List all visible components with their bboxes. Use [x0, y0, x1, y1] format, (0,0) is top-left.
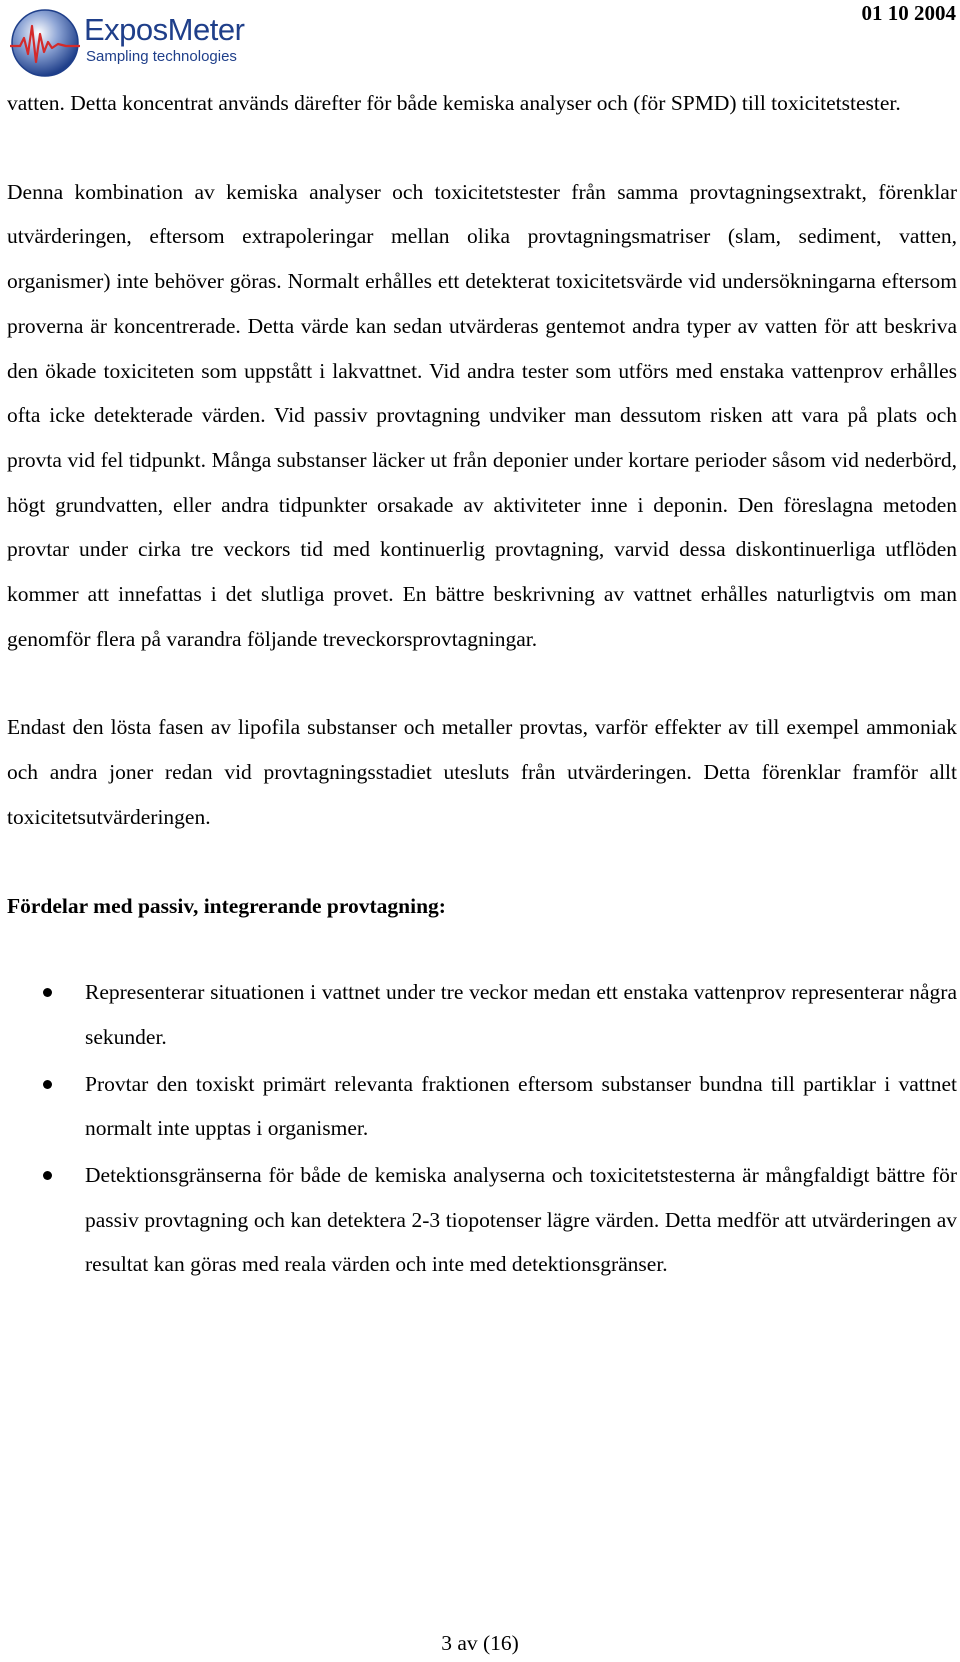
- exposmeter-logo: [8, 6, 258, 78]
- page-header: [0, 0, 960, 84]
- section-heading-advantages: Fördelar med passiv, integrerande provtagning:: [7, 893, 446, 918]
- bullet-icon: [43, 1080, 52, 1089]
- list-item-text: Detektionsgränserna för både de kemiska analyserna och toxicitetstesterna är mångfaldigt bättre för passiv provtagning och kan detektera 2-3 tiopotenser lägre värden. Detta medför att utvärderingen av resultat kan göras med reala värden och inte med detektionsgränser.: [85, 1163, 957, 1277]
- globe-waveform-icon: [8, 6, 82, 78]
- paragraph-continuation: vatten. Detta koncentrat används därefter för både kemiska analyser och (för SPMD) till toxicitetstester.: [7, 91, 901, 115]
- logo-name: ExposMeter: [84, 12, 245, 47]
- document-body: [7, 81, 957, 1289]
- paragraph-spacer: [7, 840, 957, 884]
- paragraph-combination: Denna kombination av kemiska analyser och toxicitetstester från samma provtagningsextrakt, förenklar utvärderingen, eftersom extrapoleringar mellan olika provtagningsmatriser (slam, sediment, vatten, organismer) inte behöver göras. Normalt erhålles ett detekterat toxicitetsvärde vid undersökningarna eftersom proverna är koncentrerade. Detta värde kan sedan utvärderas gentemot andra typer av vatten för att beskriva den ökade toxiciteten som uppstått i lakvattnet. Vid andra tester som utförs med enstaka vattenprov erhålles ofta icke detekterade värden. Vid passiv provtagning undviker man dessutom risken att vara på plats och provta vid fel tidpunkt. Många substanser läcker ut från deponier under kortare perioder såsom vid nederbörd, högt grundvatten, eller andra tidpunkter orsakade av aktiviteter inne i deponin. Den föreslagna metoden provtar under cirka tre veckors tid med kontinuerlig provtagning, varvid dessa diskontinuerliga utflöden kommer att innefattas i det slutliga provet. En bättre beskrivning av vattnet erhålles naturligtvis om man genomför flera på varandra följande treveckorsprovtagningar.: [7, 179, 957, 651]
- paragraph-spacer: [7, 126, 957, 170]
- list-item: [7, 1062, 957, 1151]
- list-item-text: Provtar den toxiskt primärt relevanta fraktionen eftersom substanser bundna till partiklar i vattnet normalt inte upptas i organismer.: [85, 1071, 957, 1141]
- paragraph-dissolved-phase: Endast den lösta fasen av lipofila substanser och metaller provtas, varför effekter av till exempel ammoniak och andra joner redan vid provtagningsstadiet utesluts från utvärderingen. Detta förenklar framför allt toxicitetsutvärderingen.: [7, 715, 957, 829]
- bullet-icon: [43, 1171, 52, 1180]
- list-item: [7, 970, 957, 1059]
- document-date: 01 10 2004: [861, 1, 956, 25]
- logo-tagline: Sampling technologies: [86, 48, 237, 65]
- paragraph-spacer: [7, 661, 957, 705]
- advantages-list: [7, 970, 957, 1287]
- bullet-icon: [43, 988, 52, 997]
- page-number: 3 av (16): [441, 1631, 519, 1655]
- list-item: [7, 1153, 957, 1287]
- list-item-text: Representerar situationen i vattnet under tre veckor medan ett enstaka vattenprov representerar några sekunder.: [85, 980, 957, 1049]
- heading-spacer: [7, 928, 957, 970]
